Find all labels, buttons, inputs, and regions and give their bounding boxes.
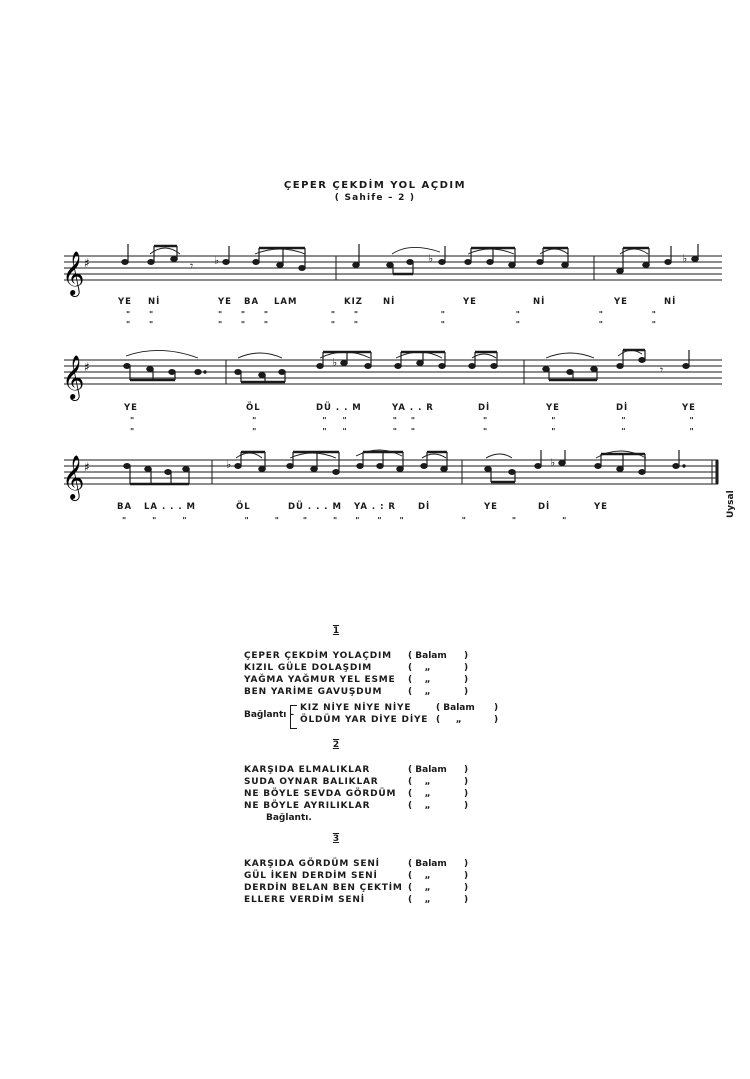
baglanti-line: ÖLDÜM YAR DİYE DİYE [300,715,429,725]
lyrics-line-1-syllable: Nİ [383,297,396,307]
staff-line-2 [0,344,750,404]
lyrics-line-3-syllable: Dİ [418,502,431,512]
verse-1-ref: ( „ ) [408,675,469,685]
svg-text:𝄾: 𝄾 [660,363,664,377]
verse-1-ref: ( „ ) [408,663,469,673]
lyrics-line-1-syllable: Nİ [664,297,677,307]
lyrics-line-1-syllable: YE [118,297,132,307]
verse-3-line: ELLERE VERDİM SENİ [244,895,365,905]
song-title: ÇEPER ÇEKDİM YOL AÇDIM [283,180,467,191]
ditto-row-1: " " " " " " " " " " " [126,310,656,319]
treble-clef-icon: 𝄞 [62,455,85,499]
baglanti-bracket [290,705,297,729]
lyrics-line-3-syllable: BA [117,502,133,512]
svg-text:♭: ♭ [214,254,220,267]
verse-1-line: ÇEPER ÇEKDİM YOLAÇDIM [244,651,392,661]
lyrics-line-3-syllable: YE [594,502,608,512]
verse-1-heading: 1 [332,626,340,636]
verse-3-line: DERDİN BELAN BEN ÇEKTİM [244,883,403,893]
baglanti-line: KIZ NİYE NİYE NİYE [300,703,412,713]
svg-text:♭: ♭ [682,252,688,265]
treble-clef-icon: 𝄞 [62,355,85,399]
lyrics-line-3-syllable: ÖL [236,502,251,512]
verse-3-ref: ( „ ) [408,883,469,893]
verse-1-ref: ( „ ) [408,687,469,697]
lyrics-line-1-syllable: YE [463,297,477,307]
verse-2-line: KARŞIDA ELMALIKLAR [244,765,371,775]
verse-3-heading: 3 [332,834,340,844]
page-subtitle: ( Sahife – 2 ) [334,193,416,203]
ditto-row-2b: " " " " " " " " " " [130,427,694,436]
lyrics-line-2-syllable: YE [124,403,138,413]
baglanti-ref: ( „ ) [436,715,499,725]
verse-3-ref: ( Balam ) [408,859,469,869]
svg-text:♭: ♭ [226,458,232,471]
ditto-row-1b: " " " " " " " " " " " [126,320,656,329]
verse-3-ref: ( „ ) [408,871,469,881]
verse-2-line: NE BÖYLE SEVDA GÖRDÜM [244,789,397,799]
verse-1-line: KIZIL GÜLE DOLAŞDIM [244,663,373,673]
lyrics-line-3-syllable: YA . : R [354,502,396,512]
lyrics-line-1-syllable: Nİ [533,297,546,307]
verse-3-line: GÜL İKEN DERDİM SENİ [244,871,378,881]
lyrics-line-3-syllable: LA . . . M [144,502,196,512]
verse-2-line: NE BÖYLE AYRILIKLAR [244,801,371,811]
lyrics-line-2-syllable: Dİ [616,403,629,413]
lyrics-line-3-syllable: Dİ [538,502,551,512]
baglanti-label: Bağlantı – [244,710,294,720]
ditto-row-2: " " " " " " " " " " [130,416,694,425]
lyrics-line-1-syllable: YE [614,297,628,307]
verse-2-ref: ( „ ) [408,801,469,811]
lyrics-line-1-syllable: Nİ [148,297,161,307]
verse-2-ref: ( Balam ) [408,765,469,775]
verse-1-ref: ( Balam ) [408,651,469,661]
baglanti-label: Bağlantı. [266,813,312,823]
baglanti-ref: ( Balam ) [436,703,499,713]
verse-1-line: BEN YARİME GAVUŞDUM [244,687,383,697]
lyrics-line-1-syllable: KIZ [344,297,363,307]
svg-text:♭: ♭ [550,456,556,469]
ditto-row-3: " " " " " " " " " " " " " [122,516,567,525]
verse-2-heading: 2 [332,740,340,750]
lyrics-line-2-syllable: ÖL [246,403,261,413]
staff-line-3 [0,444,750,504]
lyrics-line-1-syllable: LAM [274,297,298,307]
svg-text:♭: ♭ [428,252,434,265]
lyrics-line-2-syllable: YA . . R [392,403,434,413]
svg-text:𝄾: 𝄾 [190,259,194,273]
verse-2-ref: ( „ ) [408,789,469,799]
lyrics-line-2-syllable: YE [546,403,560,413]
verse-3-ref: ( „ ) [408,895,469,905]
lyrics-line-2-syllable: Dİ [478,403,491,413]
composer-name: Uysal [726,490,736,518]
treble-clef-icon: 𝄞 [62,251,85,295]
verse-2-line: SUDA OYNAR BALIKLAR [244,777,379,787]
sharp-icon: ♯ [84,256,90,270]
lyrics-line-3-syllable: YE [484,502,498,512]
lyrics-line-2-syllable: YE [682,403,696,413]
sharp-icon: ♯ [84,360,90,374]
verse-1-line: YAĞMA YAĞMUR YEL ESME [244,675,396,685]
lyrics-line-3-syllable: DÜ . . . M [288,502,342,512]
staff-line-1 [0,240,750,300]
verse-3-line: KARŞIDA GÖRDÜM SENİ [244,859,380,869]
lyrics-line-1-syllable: BA [244,297,260,307]
svg-text:♭: ♭ [332,356,338,369]
sharp-icon: ♯ [84,460,90,474]
lyrics-line-2-syllable: DÜ . . M [316,403,362,413]
verse-2-ref: ( „ ) [408,777,469,787]
lyrics-line-1-syllable: YE [218,297,232,307]
